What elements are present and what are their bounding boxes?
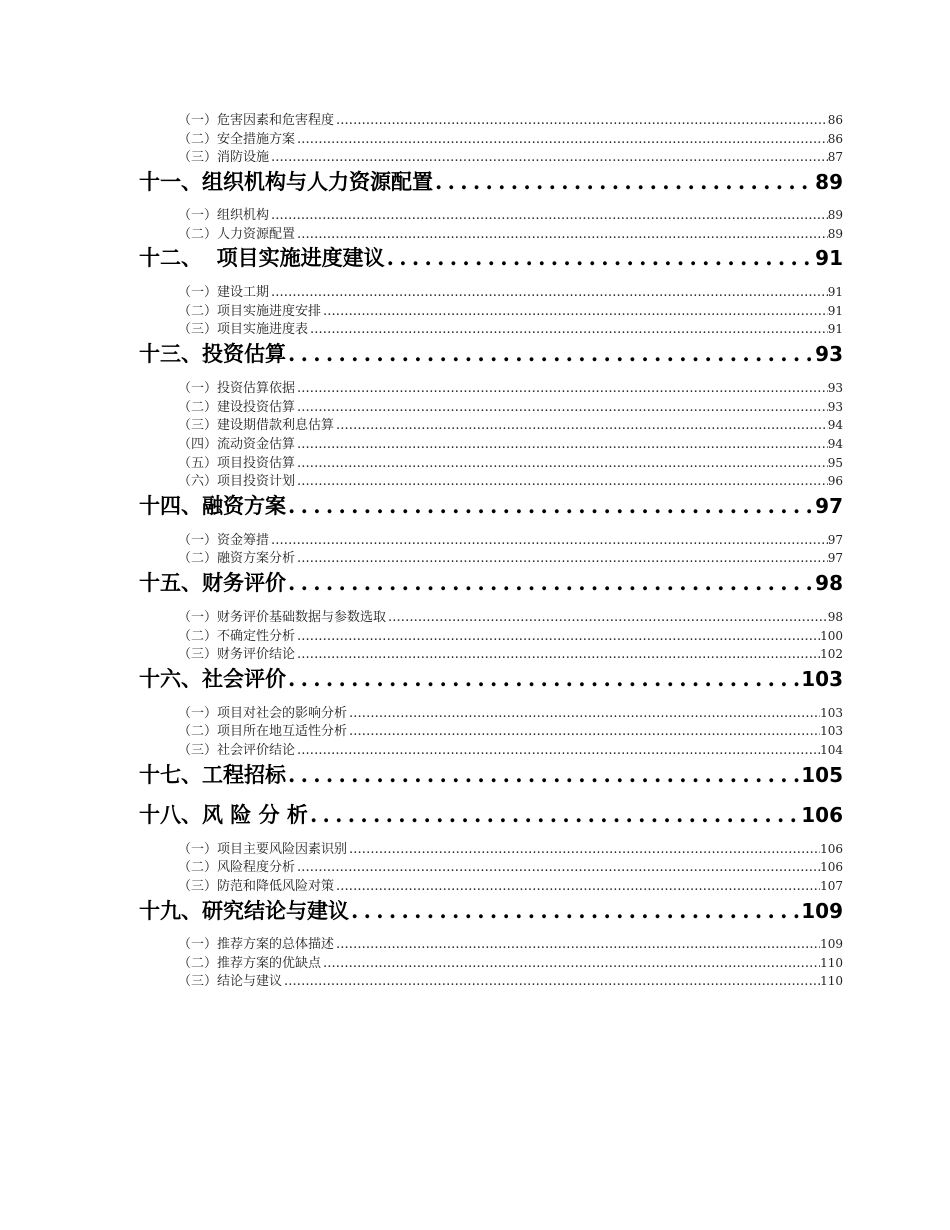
toc-entry-pros-cons[interactable]	[178, 954, 843, 973]
toc-chapter-title: 十三、投资估算	[139, 341, 286, 366]
toc-page-number: 109	[801, 899, 843, 923]
toc-entry-construction-period[interactable]	[178, 283, 843, 302]
toc-page-number: 93	[815, 342, 843, 366]
toc-page-number: 102	[820, 647, 843, 661]
toc-entry-fund-raising[interactable]	[178, 531, 843, 550]
toc-entry-financial-data[interactable]	[178, 608, 843, 627]
toc-dot-leader	[308, 320, 828, 339]
toc-entry-title: （三）项目实施进度表	[178, 322, 309, 337]
toc-entry-title: （三）社会评价结论	[178, 743, 296, 758]
toc-entry-schedule-arrangement[interactable]	[178, 302, 843, 321]
toc-dot-leader	[269, 148, 828, 167]
toc-page-number: 100	[820, 629, 843, 643]
toc-dot-leader	[349, 896, 801, 926]
toc-dot-leader	[334, 935, 820, 954]
toc-page-number: 107	[820, 879, 843, 893]
toc-entry-title: （二）建设投资估算	[178, 400, 296, 415]
toc-entry-title: （二）项目实施进度安排	[178, 304, 322, 319]
toc-page-number: 91	[827, 322, 843, 336]
toc-page-number: 89	[815, 170, 843, 194]
toc-dot-leader	[295, 398, 828, 417]
toc-dot-leader	[334, 877, 820, 896]
toc-page-number: 106	[820, 842, 843, 856]
toc-chapter-title: 十六、社会评价	[139, 666, 286, 691]
toc-page-number: 110	[820, 956, 843, 970]
toc-entry-construction-investment[interactable]	[178, 398, 843, 417]
toc-dot-leader	[295, 645, 820, 664]
toc-chapter-title: 十四、融资方案	[139, 493, 286, 518]
toc-chapter-title: 十五、财务评价	[139, 570, 286, 595]
toc-entry-title: （三）消防设施	[178, 150, 270, 165]
toc-page-number: 103	[801, 667, 843, 691]
toc-dot-leader	[269, 206, 828, 225]
toc-page-number: 89	[827, 208, 843, 222]
toc-entry-title: （五）项目投资估算	[178, 456, 296, 471]
toc-dot-leader	[295, 627, 820, 646]
toc-page-number: 97	[827, 533, 843, 547]
toc-dot-leader	[334, 416, 828, 435]
toc-entry-title: （二）人力资源配置	[178, 227, 296, 242]
toc-dot-leader	[286, 568, 815, 598]
toc-dot-leader	[295, 472, 828, 491]
toc-dot-leader	[295, 549, 828, 568]
toc-page-number: 104	[820, 743, 843, 757]
toc-page-number: 98	[815, 571, 843, 595]
toc-entry-schedule-table[interactable]	[178, 320, 843, 339]
toc-dot-leader	[386, 608, 828, 627]
toc-page-number: 96	[827, 474, 843, 488]
toc-entry-title: （二）融资方案分析	[178, 551, 296, 566]
toc-entry-title: （三）建设期借款利息估算	[178, 418, 335, 433]
toc-chapter-title: 十二、 项目实施进度建议	[139, 245, 385, 270]
toc-chapter-title: 十一、组织机构与人力资源配置	[139, 169, 433, 194]
toc-page-number: 106	[801, 803, 843, 827]
toc-page-number: 109	[820, 937, 843, 951]
toc-dot-leader	[385, 243, 816, 273]
toc-entry-title: （一）建设工期	[178, 285, 270, 300]
toc-page-number: 110	[820, 974, 843, 988]
toc-entry-title: （三）财务评价结论	[178, 647, 296, 662]
toc-entry-title: （四）流动资金估算	[178, 437, 296, 452]
toc-entry-conclusion-suggestions[interactable]	[178, 972, 843, 991]
toc-dot-leader	[295, 741, 820, 760]
toc-entry-title: （二）不确定性分析	[178, 629, 296, 644]
toc-entry-risk-degree[interactable]	[178, 858, 843, 877]
toc-entry-risk-countermeasures[interactable]	[178, 877, 843, 896]
toc-chapter-title: 十八、风 险 分 析	[139, 802, 308, 827]
toc-page-number: 103	[820, 724, 843, 738]
toc-entry-title: （二）风险程度分析	[178, 860, 296, 875]
toc-dot-leader	[295, 858, 820, 877]
toc-entry-financial-conclusion[interactable]	[178, 645, 843, 664]
toc-entry-social-impact[interactable]	[178, 704, 843, 723]
toc-entry-title: （一）财务评价基础数据与参数选取	[178, 610, 387, 625]
toc-page-number: 93	[827, 381, 843, 395]
toc-dot-leader	[295, 435, 828, 454]
toc-chapter-19[interactable]	[139, 896, 843, 926]
toc-entry-investment-plan[interactable]	[178, 472, 843, 491]
toc-page-number: 86	[827, 132, 843, 146]
toc-dot-leader	[295, 130, 828, 149]
toc-dot-leader	[321, 302, 828, 321]
toc-chapter-title: 十九、研究结论与建议	[139, 898, 349, 923]
toc-entry-title: （一）资金筹措	[178, 533, 270, 548]
toc-page-number: 94	[827, 418, 843, 432]
toc-entry-title: （一）项目主要风险因素识别	[178, 842, 348, 857]
toc-entry-title: （一）投资估算依据	[178, 381, 296, 396]
toc-entry-loan-interest[interactable]	[178, 416, 843, 435]
toc-entry-safety-measures[interactable]	[178, 130, 843, 149]
toc-entry-title: （六）项目投资计划	[178, 474, 296, 489]
toc-page-number: 91	[827, 304, 843, 318]
toc-page-number: 97	[827, 551, 843, 565]
toc-dot-leader	[286, 760, 801, 790]
toc-entry-title: （三）防范和降低风险对策	[178, 879, 335, 894]
toc-chapter-17[interactable]	[139, 760, 843, 790]
toc-chapter-15[interactable]	[139, 568, 843, 598]
toc-entry-risk-identification[interactable]	[178, 840, 843, 859]
toc-dot-leader	[347, 840, 820, 859]
toc-entry-organization[interactable]	[178, 206, 843, 225]
toc-page-number: 106	[820, 860, 843, 874]
toc-dot-leader	[433, 167, 815, 197]
toc-entry-fire-facilities[interactable]	[178, 148, 843, 167]
toc-page-number: 91	[827, 285, 843, 299]
toc-dot-leader	[334, 111, 828, 130]
toc-page-number: 95	[827, 456, 843, 470]
toc-page-number: 105	[801, 763, 843, 787]
toc-chapter-11[interactable]	[139, 167, 843, 197]
toc-dot-leader	[308, 800, 801, 830]
toc-page-number: 94	[827, 437, 843, 451]
toc-entry-social-conclusion[interactable]	[178, 741, 843, 760]
toc-page-number: 93	[827, 400, 843, 414]
toc-dot-leader	[282, 972, 820, 991]
toc-entry-title: （二）安全措施方案	[178, 132, 296, 147]
toc-chapter-16[interactable]	[139, 664, 843, 694]
toc-dot-leader	[269, 283, 828, 302]
toc-page-number: 91	[815, 246, 843, 270]
toc-entry-overall-description[interactable]	[178, 935, 843, 954]
toc-page-number: 87	[827, 150, 843, 164]
toc-entry-title: （一）项目对社会的影响分析	[178, 706, 348, 721]
toc-chapter-14[interactable]	[139, 491, 843, 521]
toc-dot-leader	[347, 704, 820, 723]
toc-chapter-13[interactable]	[139, 339, 843, 369]
toc-page-number: 97	[815, 494, 843, 518]
toc-entry-title: （一）危害因素和危害程度	[178, 113, 335, 128]
toc-dot-leader	[269, 531, 828, 550]
toc-dot-leader	[295, 379, 828, 398]
toc-entry-title: （一）推荐方案的总体描述	[178, 937, 335, 952]
toc-entry-uncertainty-analysis[interactable]	[178, 627, 843, 646]
toc-dot-leader	[295, 454, 828, 473]
toc-dot-leader	[286, 339, 815, 369]
toc-entry-human-resources[interactable]	[178, 225, 843, 244]
toc-entry-working-capital[interactable]	[178, 435, 843, 454]
toc-entry-title: （一）组织机构	[178, 208, 270, 223]
toc-entry-local-adaptability[interactable]	[178, 722, 843, 741]
toc-dot-leader	[321, 954, 820, 973]
toc-entry-financing-analysis[interactable]	[178, 549, 843, 568]
toc-page-number: 86	[827, 113, 843, 127]
toc-dot-leader	[286, 491, 815, 521]
toc-dot-leader	[295, 225, 828, 244]
toc-page-number: 98	[827, 610, 843, 624]
toc-page-number: 103	[820, 706, 843, 720]
toc-page-number: 89	[827, 227, 843, 241]
toc-dot-leader	[347, 722, 820, 741]
toc-entry-title: （二）项目所在地互适性分析	[178, 724, 348, 739]
toc-dot-leader	[286, 664, 801, 694]
toc-entry-title: （三）结论与建议	[178, 974, 283, 989]
toc-entry-project-investment[interactable]	[178, 454, 843, 473]
toc-entry-estimate-basis[interactable]	[178, 379, 843, 398]
toc-chapter-18[interactable]	[139, 800, 843, 830]
toc-entry-title: （二）推荐方案的优缺点	[178, 956, 322, 971]
toc-chapter-12[interactable]	[139, 243, 843, 273]
toc-entry-hazard-factors[interactable]	[178, 111, 843, 130]
toc-chapter-title: 十七、工程招标	[139, 762, 286, 787]
